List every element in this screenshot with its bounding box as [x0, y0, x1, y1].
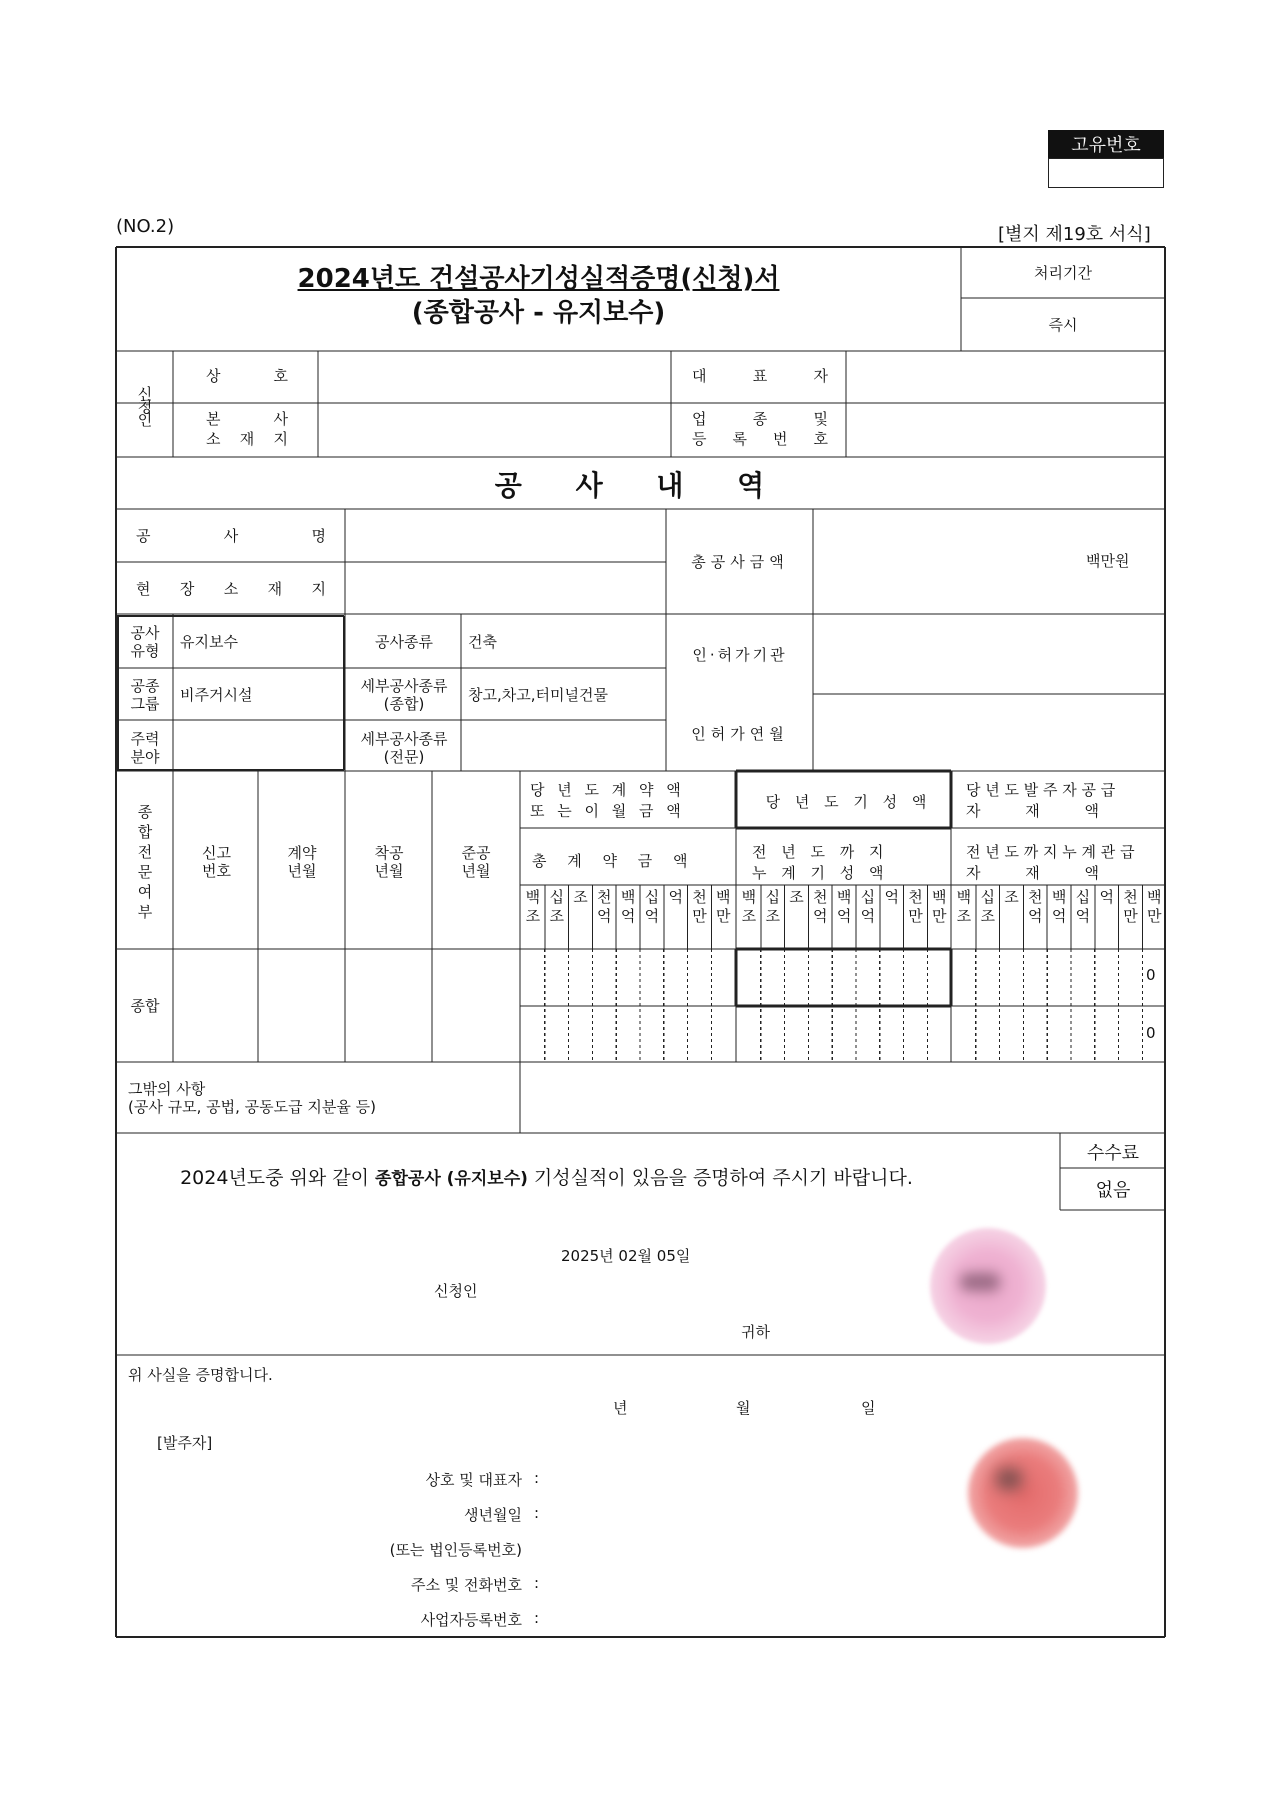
- representative-value[interactable]: [854, 353, 1154, 403]
- sub-kind-special-value[interactable]: [468, 723, 664, 773]
- digit-header-1-2: 십조: [549, 888, 564, 925]
- permit-org-value[interactable]: [824, 617, 1154, 693]
- project-name-label: [136, 527, 326, 545]
- company-value[interactable]: [324, 353, 664, 403]
- label-char: 명: [311, 527, 326, 545]
- label-char: 상: [206, 367, 221, 385]
- applicant-seal-stamp: [930, 1228, 1046, 1344]
- digit-header-2-6: 십억: [860, 888, 876, 925]
- main-field-label: 주력 분야: [130, 730, 160, 766]
- orderer-field-label: 생년월일: [464, 1506, 522, 1524]
- orderer-field-label: 주소 및 전화번호: [411, 1576, 522, 1594]
- label-char: 번: [773, 430, 788, 448]
- orderer-field-colon: :: [534, 1504, 540, 1522]
- orderer-label: [발주자]: [157, 1434, 213, 1452]
- applicant-sign-label: 신청인: [434, 1282, 478, 1300]
- digit-header-1-4: 천억: [597, 888, 612, 925]
- sub-kind-general-value[interactable]: 창고,차고,터미널건물: [468, 686, 608, 704]
- applicant-label-text: 신청인: [135, 385, 154, 425]
- other-value[interactable]: [530, 1066, 1160, 1132]
- label-char: 표: [752, 367, 768, 385]
- kind-label: 공사종류: [375, 633, 433, 651]
- digit-header-3-4: 천억: [1028, 888, 1043, 925]
- row-general-label: 종합: [130, 997, 160, 1015]
- fee-label: 수수료: [1086, 1143, 1140, 1164]
- label-char: 등: [692, 430, 707, 448]
- digit-header-2-1: 백조: [741, 888, 757, 925]
- digit-header-2-9: 백만: [932, 888, 947, 925]
- certify-date-day: 일: [861, 1399, 876, 1417]
- digit-header-1-5: 백억: [620, 888, 636, 925]
- g3-top-line2: 자 재 액: [966, 802, 1100, 820]
- type-label: 공사 유형: [130, 624, 160, 660]
- digit-header-3-8: 천만: [1123, 888, 1138, 925]
- label-char: 업: [692, 410, 707, 428]
- permit-date-label: 인허가연월: [691, 725, 789, 743]
- g3-bottom-line1: 전 년 도 까 지 누 계 관 급: [966, 843, 1135, 861]
- request-text-bold: 종합공사 (유지보수): [375, 1169, 528, 1189]
- sub-kind-general-label: 세부공사종류 (종합): [360, 677, 448, 713]
- digit-header-3-9: 백만: [1147, 888, 1162, 925]
- complete-ym-label: 준공 년월: [461, 844, 491, 880]
- g3-bottom-line2: 자 재 액: [966, 864, 1100, 882]
- digit-header-3-6: 십억: [1075, 888, 1091, 925]
- label-char: 대: [692, 367, 707, 385]
- label-char: 장: [179, 580, 195, 598]
- orderer-field-colon: :: [534, 1469, 540, 1487]
- processing-label: 처리기간: [1034, 264, 1092, 282]
- sub-kind-special-label: 세부공사종류 (전문): [360, 730, 448, 766]
- orderer-field-label: (또는 법인등록번호): [389, 1541, 522, 1559]
- processing-value: 즉시: [1048, 316, 1078, 334]
- label-char: 공: [136, 527, 151, 545]
- business-label-line1: [692, 410, 828, 428]
- business-label-line2: [692, 430, 828, 448]
- label-char: 재: [239, 430, 255, 448]
- label-char: 호: [813, 430, 828, 448]
- permit-org-label: 인·허가기관: [692, 646, 788, 664]
- g3-bottom-label: [966, 842, 1162, 884]
- orderer-field-label: 상호 및 대표자: [425, 1471, 522, 1489]
- main-field-value[interactable]: [180, 723, 340, 773]
- label-char: 자: [813, 367, 828, 385]
- group-value[interactable]: 비주거시설: [180, 686, 253, 704]
- g2-top-label: 당 년 도 기 성 액: [765, 793, 927, 811]
- site-location-value[interactable]: [350, 564, 660, 612]
- digit-header-2-7: 억: [884, 888, 899, 906]
- orderer-seal-stamp: [968, 1438, 1078, 1548]
- digit-header-3-3: 조: [1004, 888, 1019, 906]
- other-label-title: 그밖의 사항: [128, 1080, 206, 1098]
- form-reference: [별지 제19호 서식]: [998, 224, 1151, 245]
- company-label: [206, 367, 288, 385]
- other-label: [128, 1080, 376, 1116]
- label-char: 소: [223, 580, 239, 598]
- label-char: 종: [752, 410, 768, 428]
- project-name-value[interactable]: [350, 512, 660, 560]
- digit-header-2-3: 조: [789, 888, 804, 906]
- start-ym-label: 착공 년월: [374, 844, 404, 880]
- label-char: 소: [206, 430, 221, 448]
- label-char: 현: [136, 580, 151, 598]
- label-char: 및: [813, 410, 828, 428]
- g1-top-line1: 당 년 도 계 약 액: [530, 781, 681, 799]
- business-value[interactable]: [854, 405, 1154, 457]
- applicant-section-label: [117, 353, 173, 457]
- form-title: [117, 262, 960, 330]
- hq-label-line1: [206, 410, 288, 428]
- hq-label-line2: [206, 430, 288, 448]
- request-text-post: 기성실적이 있음을 증명하여 주시기 바랍니다.: [527, 1167, 913, 1189]
- label-char: 호: [273, 367, 288, 385]
- group-label: 공종 그룹: [130, 677, 160, 713]
- request-text-pre: 2024년도중 위와 같이: [180, 1167, 376, 1189]
- g2-bottom-line1: 전 년 도 까 지: [752, 843, 884, 861]
- g3-top-label: [966, 780, 1162, 822]
- label-char: 지: [273, 430, 288, 448]
- label-char: 사: [273, 410, 288, 428]
- representative-label: [692, 367, 828, 385]
- digit-header-1-7: 억: [668, 888, 683, 906]
- label-char: 본: [206, 410, 221, 428]
- other-label-sub: (공사 규모, 공법, 공동도급 지분율 등): [128, 1098, 376, 1116]
- form-number: (NO.2): [116, 216, 175, 237]
- report-no-label: 신고 번호: [202, 844, 231, 880]
- total-amount-label: 총공사금액: [691, 553, 789, 571]
- g3-top-line1: 당 년 도 발 주 자 공 급: [966, 781, 1116, 799]
- contract-ym-label: 계약 년월: [287, 844, 317, 880]
- digit-header-2-8: 천만: [908, 888, 923, 925]
- orderer-field-colon: :: [534, 1609, 540, 1627]
- digit-header-1-6: 십억: [644, 888, 660, 925]
- certify-date-month: 월: [736, 1399, 751, 1417]
- certify-date-year: 년: [613, 1399, 628, 1417]
- hq-value[interactable]: [324, 405, 664, 457]
- section-title: 공 사 내 역: [494, 469, 787, 502]
- unique-no-field[interactable]: [1048, 158, 1164, 188]
- row-value-1: 0: [1146, 966, 1156, 984]
- g2-bottom-line2: 누 계 기 성 액: [752, 864, 884, 882]
- label-char: 지: [311, 580, 326, 598]
- digit-header-3-7: 억: [1099, 888, 1114, 906]
- orderer-field-colon: :: [534, 1574, 540, 1592]
- kind-value[interactable]: 건축: [468, 633, 497, 651]
- permit-date-value[interactable]: [824, 696, 1154, 772]
- g1-bottom-label: 총 계 약 금 액: [532, 852, 688, 870]
- type-value[interactable]: 유지보수: [180, 633, 238, 651]
- label-char: 록: [732, 430, 747, 448]
- fee-value: 없음: [1095, 1180, 1131, 1201]
- digit-header-2-4: 천억: [813, 888, 828, 925]
- general-flag-label: 종 합 전 문 여 부: [137, 803, 153, 921]
- digit-header-1-9: 백만: [716, 888, 731, 925]
- site-location-label: [136, 580, 326, 598]
- total-amount-unit: 백만원: [1086, 552, 1130, 570]
- request-statement: [168, 1141, 913, 1190]
- title-line-2: (종합공사 - 유지보수): [411, 298, 666, 328]
- digit-header-1-8: 천만: [692, 888, 707, 925]
- title-line-1: 2024년도 건설공사기성실적증명(신청)서: [297, 264, 780, 294]
- addressee: 귀하: [741, 1323, 770, 1341]
- label-char: 재: [267, 580, 283, 598]
- label-char: 사: [223, 527, 239, 545]
- g2-bottom-label: [752, 842, 948, 884]
- g1-top-line2: 또 는 이 월 금 액: [530, 802, 681, 820]
- digit-header-1-1: 백조: [525, 888, 541, 925]
- row-value-2: 0: [1146, 1024, 1156, 1042]
- request-date: 2025년 02월 05일: [561, 1247, 691, 1265]
- digit-header-3-1: 백조: [956, 888, 972, 925]
- digit-header-3-2: 십조: [980, 888, 995, 925]
- unique-no-label: 고유번호: [1048, 130, 1164, 158]
- certify-text: 위 사실을 증명합니다.: [128, 1366, 273, 1384]
- digit-header-2-5: 백억: [836, 888, 852, 925]
- g1-top-label: [530, 780, 730, 822]
- digit-header-2-2: 십조: [765, 888, 780, 925]
- digit-header-3-5: 백억: [1051, 888, 1067, 925]
- digit-header-1-3: 조: [573, 888, 588, 906]
- orderer-field-label: 사업자등록번호: [420, 1611, 522, 1629]
